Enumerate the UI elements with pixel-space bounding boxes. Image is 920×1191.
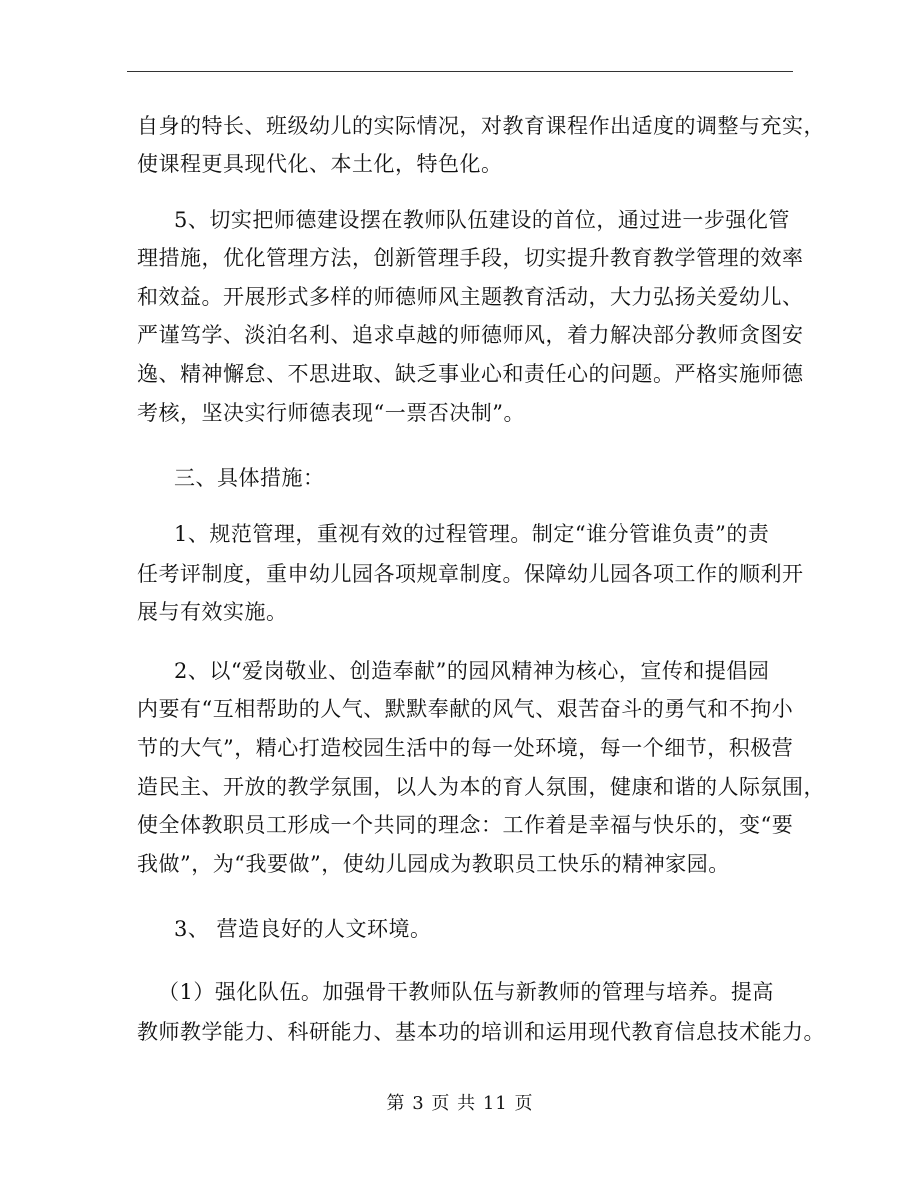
text-line: 严谨笃学、淡泊名利、追求卓越的师德师风，着力解决部分教师贪图安 (137, 323, 804, 347)
text-line: 造民主、开放的教学氛围，以人为本的育人氛围，健康和谐的人际氛围， (137, 775, 825, 799)
text-line: 考核，坚决实行师德表现“一票否决制”。 (137, 401, 525, 425)
text-line: 逸、精神懈怠、不思进取、缺乏事业心和责任心的问题。严格实施师德 (137, 362, 804, 386)
page-number: 第 3 页 共 11 页 (386, 1093, 534, 1114)
text-line: 理措施，优化管理方法，创新管理手段，切实提升教育教学管理的效率 (137, 246, 804, 270)
text-line: 使全体教职员工形成一个共同的理念：工作着是幸福与快乐的，变“要 (137, 813, 794, 837)
text-line: 自身的特长、班级幼儿的实际情况，对教育课程作出适度的调整与充实， (137, 114, 825, 138)
text-line: 我做”，为“我要做”，使幼儿园成为教职员工快乐的精神家园。 (137, 852, 730, 876)
text-line: 任考评制度，重申幼儿园各项规章制度。保障幼儿园各项工作的顺利开 (137, 562, 804, 586)
text-line: 使课程更具现代化、本土化，特色化。 (137, 152, 503, 176)
text-line: 内要有“互相帮助的人气、默默奉献的风气、艰苦奋斗的勇气和不拘小 (137, 697, 794, 721)
header-rule (127, 71, 793, 72)
text-line: 节的大气”，精心打造校园生活中的每一处环境，每一个细节，积极营 (137, 736, 794, 760)
section-heading: 三、具体措施： (174, 466, 325, 490)
text-line: 1、规范管理，重视有效的过程管理。制定“谁分管谁负责”的责 (174, 522, 770, 546)
text-line: 3、 营造良好的人文环境。 (174, 917, 432, 941)
text-line: 和效益。开展形式多样的师德师风主题教育活动，大力弘扬关爱幼儿、 (137, 285, 804, 309)
text-line: 2、以“爱岗敬业、创造奉献”的园风精神为核心，宣传和提倡园 (174, 659, 770, 683)
text-line: 展与有效实施。 (137, 600, 288, 624)
text-line: 教师教学能力、科研能力、基本功的培训和运用现代教育信息技术能力。 (137, 1020, 825, 1044)
text-line: （1）强化队伍。加强骨干教师队伍与新教师的管理与培养。提高 (158, 980, 774, 1004)
text-line: 5、切实把师德建设摆在教师队伍建设的首位，通过进一步强化管 (174, 208, 790, 232)
